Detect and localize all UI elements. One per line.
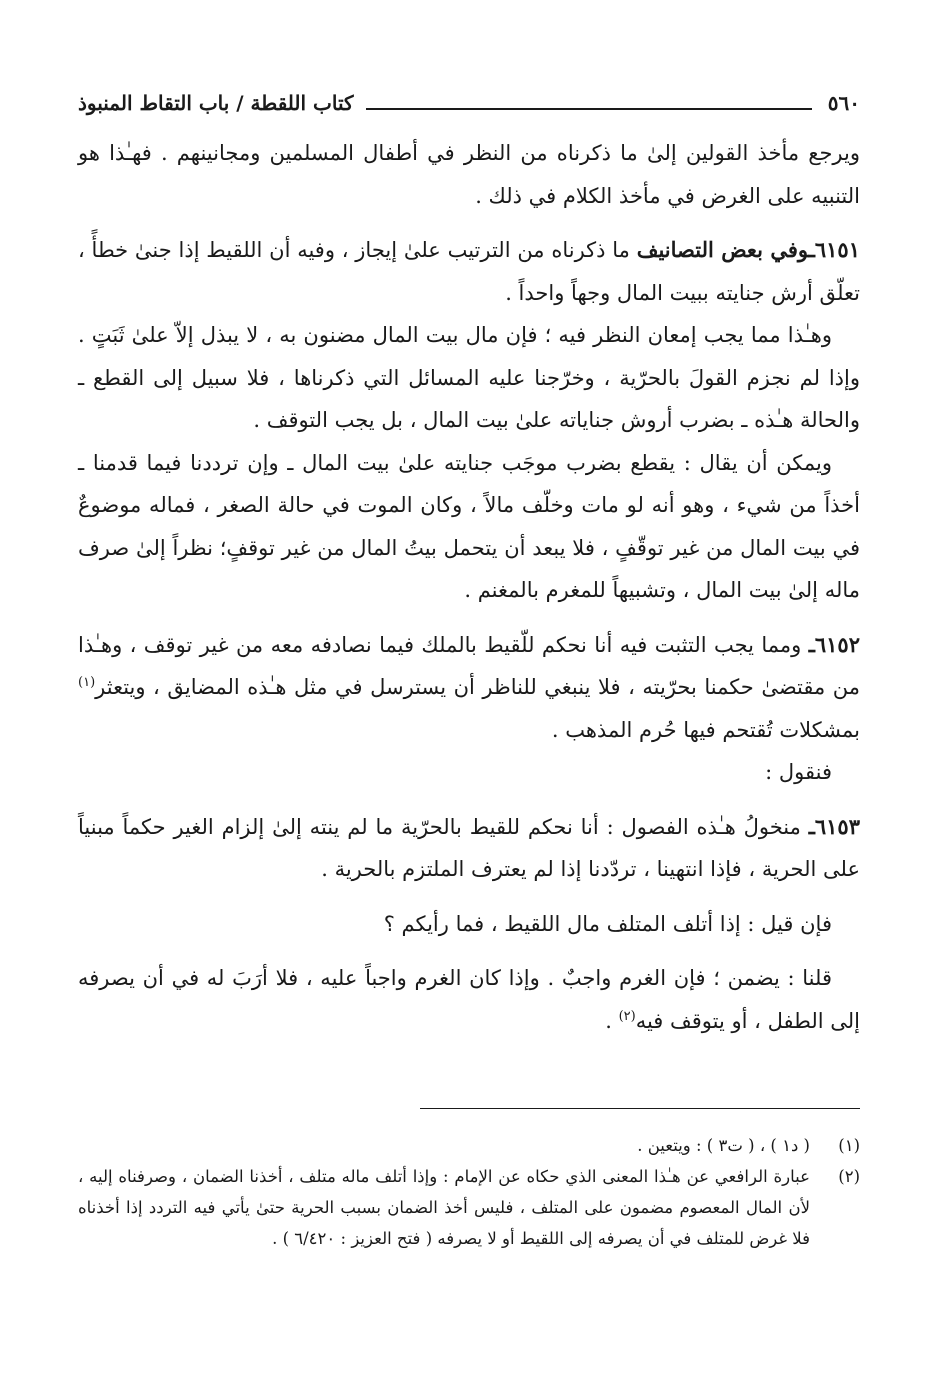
- footnotes: [78, 1130, 860, 1254]
- paragraph-number: ٦١٥٢ـ: [808, 631, 860, 657]
- paragraph: قلنا : يضمن ؛ فإن الغرم واجبٌ . وإذا كان الغرم واجباً عليه ، فلا أرَبَ له في أن يصرفه إلى الطفل ، أو يتوقف فيه$^{(٢)}$ .: [78, 966, 860, 1033]
- footnote-text: ( د١ ) ، ( ت٣ ) : ويتعين .: [637, 1136, 810, 1155]
- footnote-number: (٢): [838, 1167, 860, 1186]
- footnote-ref: (١): [78, 675, 96, 690]
- paragraph: ٦١٥٢ـ ومما يجب التثبت فيه أنا نحكم للّقيط بالملك فيما نصادفه معه من غير توقف ، وهـٰذا من مقتضىٰ حكمنا بحرّيته ، فلا ينبغي للناظر أن يسترسل في مثل هـٰذه المضايق ، ويتعثر$^{(١)}$ بمشكلات تُقتحم فيها حُرم المذهب .: [78, 631, 860, 742]
- paragraph: ويمكن أن يقال : يقطع بضرب موجَب جنايته علىٰ بيت المال ـ وإن ترددنا فيما قدمنا ـ أخذاً من شيء ، وهو أنه لو مات وخلّف مالاً ، وكان الموت في حالة الصغر ، فماله موضوعٌ في بيت المال من غير توقّفٍ ، فلا يبعد أن يتحمل بيتُ المال من غير توقفٍ؛ نظراً إلىٰ صرف ماله إلىٰ بيت المال ، وتشبيهاً للمغرم بالمغنم .: [78, 450, 860, 602]
- paragraph: وهـٰذا مما يجب إمعان النظر فيه ؛ فإن مال بيت المال مضنون به ، لا يبذل إلاّ علىٰ ثَبَتٍ . وإذا لم نجزم القولَ بالحرّية ، وخرّجنا عليه المسائل التي ذكرناها ، فلا سبيل إلى القطع ـ والحالة هـٰذه ـ بضرب أروش جناياته علىٰ بيت المال ، بل يجب التوقف .: [78, 323, 860, 432]
- paragraph: ٦١٥٣ـ منخولُ هـٰذه الفصول : أنا نحكم للقيط بالحرّية ما لم ينته إلىٰ إلزام الغير حكماً مبنياً على الحرية ، فإذا انتهينا ، تردّدنا إذا لم يعترف الملتزم بالحرية .: [78, 813, 860, 881]
- footnote: [78, 1161, 860, 1254]
- main-text: [78, 132, 860, 1042]
- paragraph: فإن قيل : إذا أتلف المتلف مال اللقيط ، فما رأيكم ؟: [383, 911, 832, 936]
- paragraph-number: ٦١٥٣ـ: [808, 813, 860, 839]
- header-title: كتاب اللقطة / باب التقاط المنبوذ: [78, 91, 354, 115]
- paragraph: ٦١٥١ـوفي بعض التصانيف ما ذكرناه من الترتيب علىٰ إيجاز ، وفيه أن اللقيط إذا جنىٰ خطأً ، تعلّق أرش جنايته ببيت المال وجهاً واحداً .: [78, 237, 860, 305]
- page-number: ٥٦٠: [827, 91, 860, 115]
- paragraph: فنقول :: [765, 760, 832, 784]
- footnote-divider: [420, 1108, 860, 1109]
- paragraph-number: ٦١٥١ـ: [808, 237, 860, 262]
- paragraph: ويرجع مأخذ القولين إلىٰ ما ذكرناه من النظر في أطفال المسلمين ومجانينهم . فهـٰذا هو التنبيه على الغرض في مأخذ الكلام في ذلك .: [78, 141, 860, 208]
- running-header: [78, 78, 860, 118]
- footnote: [78, 1130, 860, 1161]
- footnote-ref: (٢): [618, 1008, 636, 1024]
- footnote-number: (١): [838, 1136, 860, 1155]
- footnote-text: عبارة الرافعي عن هـٰذا المعنى الذي حكاه عن الإمام : وإذا أتلف ماله متلف ، أخذنا الضمان ، وصرفناه إليه ، لأن المال المعصوم مضمون على المتلف ، فليس أخذ الضمان بسبب الحرية حتىٰ يأتي فيه التردد إذا أخذناه فلا غرض للمتلف في أن يصرفه إلى اللقيط أو لا يصرفه ( فتح العزيز : ٦/٤٢٠ ) .: [78, 1167, 810, 1248]
- bold-phrase: وفي بعض التصانيف: [636, 237, 809, 262]
- book-page: [78, 78, 860, 1338]
- header-rule: [366, 108, 812, 110]
